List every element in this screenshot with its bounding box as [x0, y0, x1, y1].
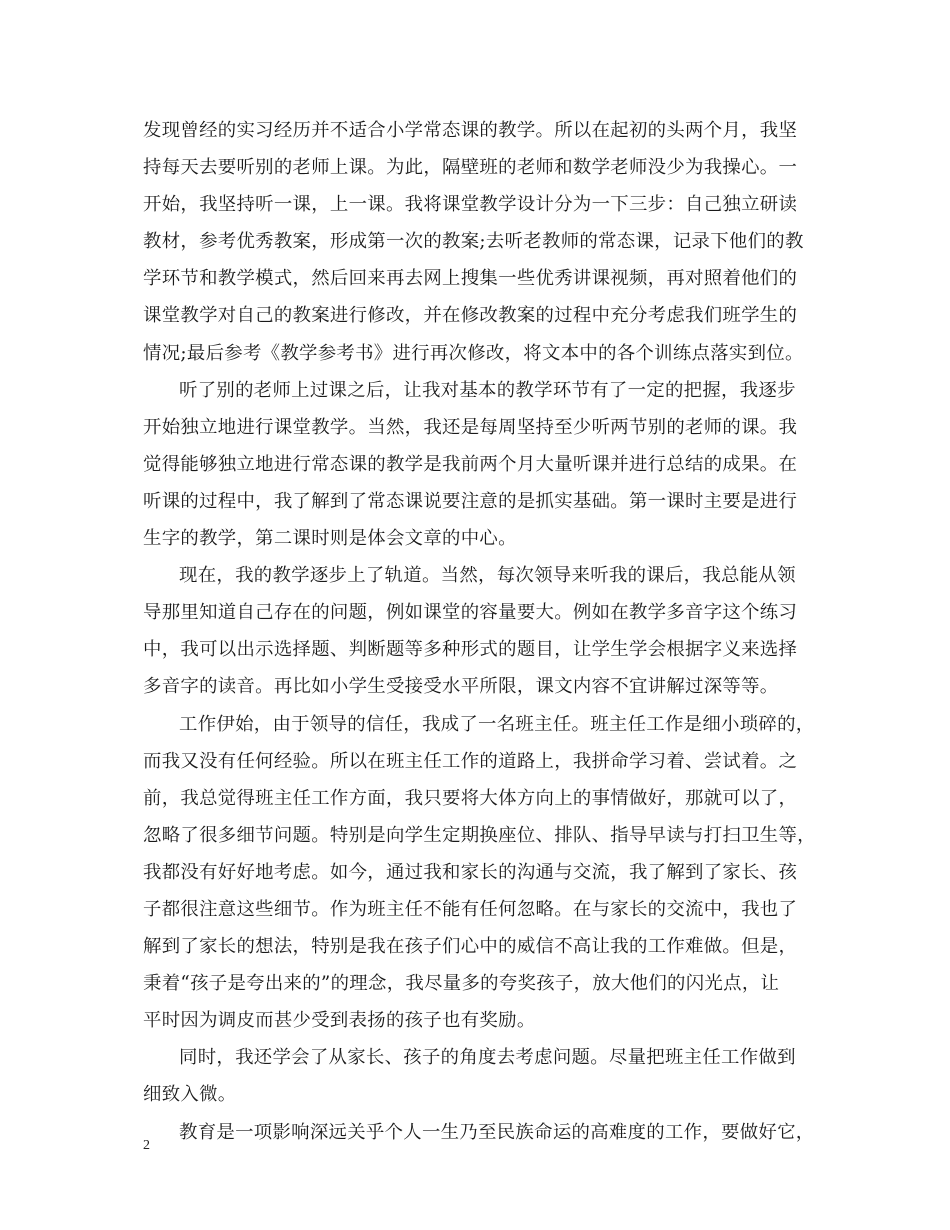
- text-line: 学环节和教学模式，然后回来再去网上搜集一些优秀讲课视频，再对照着他们的: [143, 268, 798, 290]
- page-number: 2: [143, 1138, 150, 1153]
- text-line: 情况;最后参考《教学参考书》进行再次修改，将文本中的各个训练点落实到位。: [143, 342, 804, 364]
- text-line: 导那里知道自己存在的问题，例如课堂的容量要大。例如在教学多音字这个练习: [143, 602, 798, 624]
- text-line: 子都很注意这些细节。作为班主任不能有任何忽略。在与家长的交流中，我也了: [143, 898, 798, 920]
- text-line: 开始独立地进行课堂教学。当然，我还是每周坚持至少听两节别的老师的课。我: [143, 416, 798, 438]
- text-line: 而我又没有任何经验。所以在班主任工作的道路上，我拼命学习着、尝试着。之: [143, 750, 798, 772]
- text-line: 生字的教学，第二课时则是体会文章的中心。: [143, 528, 517, 550]
- text-line: 前，我总觉得班主任工作方面，我只要将大体方向上的事情做好，那就可以了，: [143, 787, 798, 809]
- body-text: [143, 112, 825, 1151]
- text-line: 持每天去要听别的老师上课。为此，隔壁班的老师和数学老师没少为我操心。一: [143, 157, 798, 179]
- text-line: 解到了家长的想法，特别是我在孩子们心中的威信不高让我的工作难做。但是，: [143, 936, 798, 958]
- text-line: 教材，参考优秀教案，形成第一次的教案;去听老教师的常态课，记录下他们的教: [143, 231, 804, 253]
- paragraph-first-line: 听了别的老师上过课之后，让我对基本的教学环节有了一定的把握，我逐步: [179, 379, 796, 401]
- text-line: 开始，我坚持听一课，上一课。我将课堂教学设计分为一下三步：自己独立研读: [143, 194, 798, 216]
- text-line: 秉着“孩子是夸出来的”的理念，我尽量多的夸奖孩子，放大他们的闪光点，让: [143, 973, 780, 995]
- text-line: 课堂教学对自己的教案进行修改，并在修改教案的过程中充分考虑我们班学生的: [143, 305, 798, 327]
- text-line: 我都没有好好地考虑。如今，通过我和家长的沟通与交流，我了解到了家长、孩: [143, 861, 798, 883]
- text-line: 忽略了很多细节问题。特别是向学生定期换座位、排队、指导早读与打扫卫生等，: [143, 824, 816, 846]
- text-line: 细致入微。: [143, 1084, 237, 1106]
- paragraph-first-line: 现在，我的教学逐步上了轨道。当然，每次领导来听我的课后，我总能从领: [179, 565, 796, 587]
- paragraph-first-line: 同时，我还学会了从家长、孩子的角度去考虑问题。尽量把班主任工作做到: [179, 1047, 796, 1069]
- paragraph-first-line: 工作伊始，由于领导的信任，我成了一名班主任。班主任工作是细小琐碎的，: [179, 713, 815, 735]
- text-line: 觉得能够独立地进行常态课的教学是我前两个月大量听课并进行总结的成果。在: [143, 453, 798, 475]
- text-line: 多音字的读音。再比如小学生受接受水平所限，课文内容不宜讲解过深等等。: [143, 676, 779, 698]
- text-line: 听课的过程中，我了解到了常态课说要注意的是抓实基础。第一课时主要是进行: [143, 490, 798, 512]
- text-line: 平时因为调皮而甚少受到表扬的孩子也有奖励。: [143, 1010, 536, 1032]
- text-line: 发现曾经的实习经历并不适合小学常态课的教学。所以在起初的头两个月，我坚: [143, 120, 798, 141]
- text-line: 中，我可以出示选择题、判断题等多种形式的题目，让学生学会根据字义来选择: [143, 639, 798, 661]
- paragraph-first-line: 教育是一项影响深远关乎个人一生乃至民族命运的高难度的工作，要做好它，: [179, 1121, 815, 1143]
